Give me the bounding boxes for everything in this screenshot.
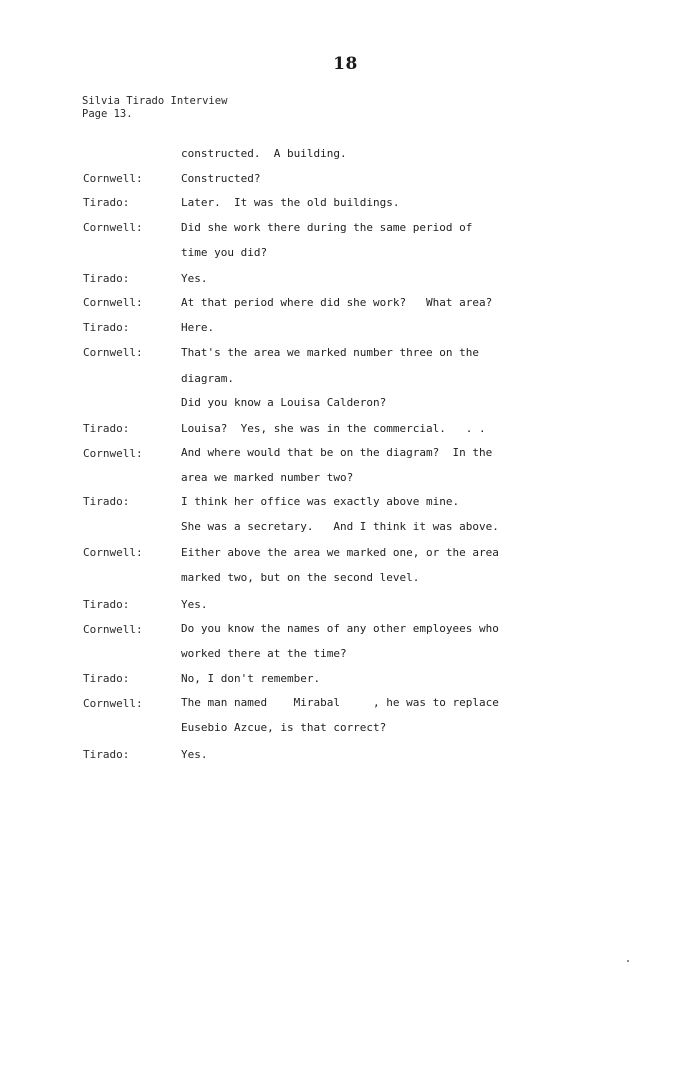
speaker-label: Tirado: [83,495,130,508]
speaker-label: Cornwell: [83,447,143,460]
transcript-line: Did she work there during the same period of [181,221,473,234]
speaker-label: Tirado: [83,672,130,685]
transcript-line: The man named Mirabal , he was to replace [181,696,499,709]
speaker-label: Cornwell: [83,697,143,710]
transcript-line: constructed. A building. [181,147,347,160]
speaker-label: Tirado: [83,422,130,435]
document-title: Silvia Tirado Interview [82,95,228,107]
transcript-line: Constructed? [181,172,261,185]
speaker-label: Tirado: [83,748,130,761]
transcript-line: Yes. [181,272,208,285]
transcript-line: She was a secretary. And I think it was above. [181,520,499,533]
transcript-line: I think her office was exactly above mine. [181,495,460,508]
transcript-line: Later. It was the old buildings. [181,196,400,209]
transcript-line: That's the area we marked number three on the [181,346,480,359]
transcript-line: Yes. [181,598,208,611]
transcript-line: No, I don't remember. [181,672,321,685]
transcript-line: Eusebio Azcue, is that correct? [181,721,387,734]
speaker-label: Cornwell: [83,546,143,559]
speaker-label: Cornwell: [83,346,143,359]
speaker-label: Tirado: [83,196,130,209]
transcript-line: Either above the area we marked one, or the area [181,546,499,559]
transcript-line: At that period where did she work? What area? [181,296,493,309]
speaker-label: Tirado: [83,598,130,611]
transcript-line: diagram. [181,372,234,385]
speaker-label: Cornwell: [83,221,143,234]
speaker-label: Tirado: [83,321,130,334]
speaker-label: Cornwell: [83,172,143,185]
speaker-label: Cornwell: [83,296,143,309]
transcript-line: worked there at the time? [181,647,347,660]
transcript-line: Did you know a Louisa Calderon? [181,396,387,409]
transcript-line: And where would that be on the diagram? In the [181,446,493,459]
scan-speck [627,960,629,962]
transcript-line: Here. [181,321,215,334]
transcript-line: marked two, but on the second level. [181,571,420,584]
page-reference: Page 13. [82,108,133,120]
transcript-line: Yes. [181,748,208,761]
transcript-line: time you did? [181,246,268,259]
speaker-label: Cornwell: [83,623,143,636]
page-number: 18 [333,54,358,74]
transcript-line: area we marked number two? [181,471,354,484]
speaker-label: Tirado: [83,272,130,285]
transcript-line: Louisa? Yes, she was in the commercial. . . [181,422,486,435]
transcript-line: Do you know the names of any other employees who [181,622,499,635]
